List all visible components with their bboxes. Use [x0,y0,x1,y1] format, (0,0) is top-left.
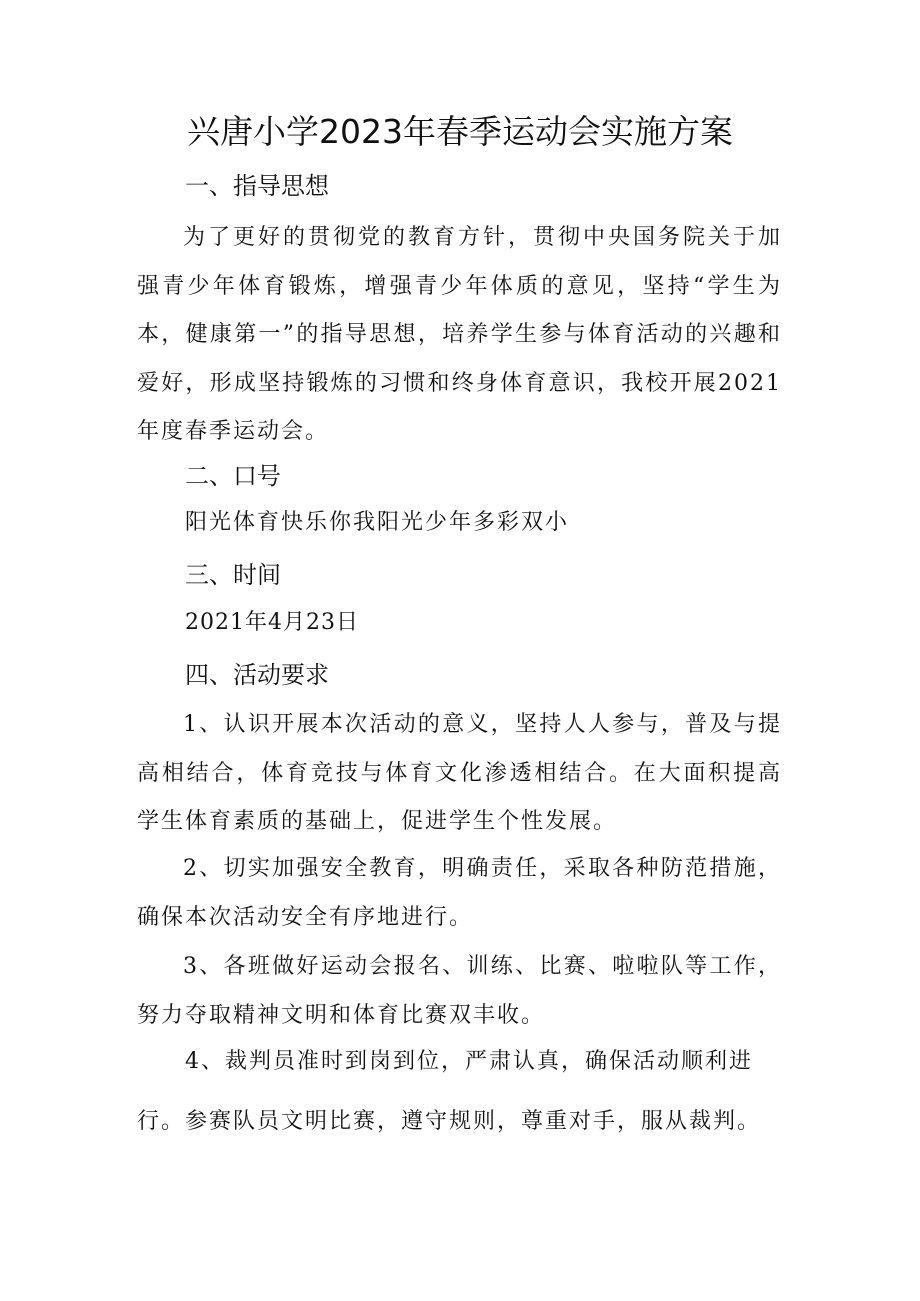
paragraph-event-date: 2021年4月23日 [185,610,359,635]
paragraph-requirement-4-line-2: 行。参赛队员文明比赛，遵守规则，尊重对手，服从裁判。 [137,1109,762,1134]
section-heading-slogan: 二、口号 [185,462,281,490]
section-heading-time: 三、时间 [185,561,281,589]
paragraph-requirement-2: 2、切实加强安全教育，明确责任，采取各种防范措施，确保本次活动安全有序地进行。 [137,856,782,930]
paragraph-requirement-4-line-1: 4、裁判员准时到岗到位，严肃认真，确保活动顺利进 [185,1049,753,1074]
document-title: 兴唐小学2023年春季运动会实施方案 [187,112,733,151]
section-heading-guiding-ideology: 一、指导思想 [185,172,329,200]
paragraph-requirement-1: 1、认识开展本次活动的意义，坚持人人参与，普及与提高相结合，体育竞技与体育文化渗透相结合。在大面积提高学生体育素质的基础上，促进学生个性发展。 [137,712,782,834]
paragraph-requirement-3: 3、各班做好运动会报名、训练、比赛、啦啦队等工作，努力夺取精神文明和体育比赛双丰收。 [137,954,782,1028]
paragraph-slogan: 阳光体育快乐你我阳光少年多彩双小 [185,510,570,535]
paragraph-guiding-ideology: 为了更好的贯彻党的教育方针，贯彻中央国务院关于加强青少年体育锻炼，增强青少年体质的意见，坚持“学生为本，健康第一”的指导思想，培养学生参与体育活动的兴趣和爱好，形成坚持锻炼的习惯和终身体育意识，我校开展2021年度春季运动会。 [137,225,782,444]
section-heading-activity-requirements: 四、活动要求 [185,661,329,689]
